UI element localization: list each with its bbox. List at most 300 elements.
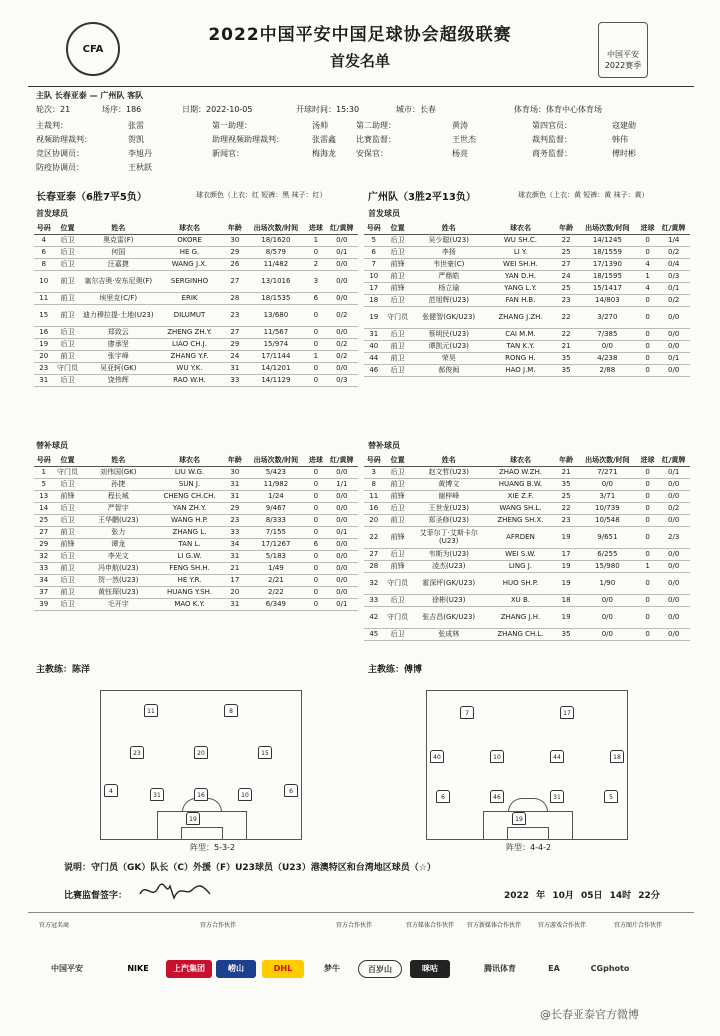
table-cell: 前卫 [384,352,412,364]
table-cell: DILUMUT [155,304,224,326]
column-header: 红/黄牌 [326,454,358,466]
stadium: 体育场：体育中心体育场 [514,105,602,114]
table-cell: 埃里克(C/F) [82,292,155,304]
table-cell: 王华鹏(U23) [82,514,155,526]
table-cell: 3/270 [577,306,638,328]
table-row [34,550,358,562]
player-shirt-icon: 6 [436,790,450,803]
table-cell: 前卫 [53,292,81,304]
table-row [34,490,358,502]
table-cell: 21 [555,466,577,478]
player-shirt-icon: 19 [512,812,526,825]
table-cell: 0/0 [657,328,690,340]
table-row [34,374,358,386]
table-cell: 0/0 [657,548,690,560]
table-cell: 8/333 [246,514,306,526]
player-shirt-icon: 19 [186,812,200,825]
table-cell: 1/24 [246,490,306,502]
sponsor-logo: CGphoto [590,964,630,973]
page-title: 2022中国平安中国足球协会超级联赛 [208,25,512,45]
home-subs-table [34,454,358,611]
away-coach: 主教练：傅博 [368,665,423,675]
table-cell: 0 [306,526,325,538]
cfa-logo-text: CFA [82,43,104,55]
table-cell: 前锋 [384,526,412,548]
table-cell: 前锋 [384,258,412,270]
table-cell: 李扬 [412,246,486,258]
table-cell: 35 [555,364,577,376]
table-cell: 13/680 [246,304,306,326]
table-cell: 31 [224,478,246,490]
player-shirt-icon: 18 [610,750,624,763]
table-cell: 前锋 [384,560,412,572]
table-cell: 13 [34,490,53,502]
away-subs-label: 替补球员 [368,441,400,450]
column-header: 年龄 [555,454,577,466]
table-cell: 42 [364,606,384,628]
table-cell: 后卫 [384,364,412,376]
column-header: 位置 [384,222,412,234]
table-cell: 5/423 [246,466,306,478]
table-cell: WANG SH.L. [486,502,556,514]
sponsor-logo: 梦牛 [324,964,340,973]
table-cell: 11/567 [246,326,306,338]
table-cell: 0/3 [326,374,358,386]
table-cell: WU SH.C. [486,234,556,246]
table-cell: 0/0 [657,628,690,640]
table-cell: 0 [306,478,325,490]
table-cell: 33 [364,594,384,606]
table-cell: 20 [364,514,384,526]
table-cell: XIE Z.F. [486,490,556,502]
table-cell: 张力 [82,526,155,538]
sponsor-logo: 崂山 [216,960,256,978]
table-cell: HUANG B.W. [486,478,556,490]
match-date: 日期：2022-10-05 [182,105,253,114]
table-row [364,490,690,502]
table-cell: 31 [224,490,246,502]
table-cell: 6 [306,538,325,550]
table-cell: 0/0 [657,340,690,352]
sponsor-logo: NIKE [127,964,149,973]
table-cell: 7/385 [577,328,638,340]
table-cell: 18/1559 [577,246,638,258]
table-cell: ZHANG J.H. [486,606,556,628]
table-cell: 前卫 [53,562,81,574]
player-shirt-icon: 31 [550,790,564,803]
table-cell: 19 [555,526,577,548]
table-cell: 严智宇 [82,502,155,514]
table-cell: 18/1595 [577,270,638,282]
info-row-5 [36,162,696,174]
table-cell: 后卫 [53,598,81,610]
table-cell: 27 [224,326,246,338]
table-cell: 0 [638,294,658,306]
table-cell: 20 [224,586,246,598]
table-cell: 11/482 [246,258,306,270]
column-header: 红/黄牌 [657,454,690,466]
table-cell: 0 [638,526,658,548]
table-row [364,514,690,526]
table-cell: 后卫 [53,574,81,586]
table-cell: 19 [555,606,577,628]
table-cell: 29 [224,502,246,514]
table-cell: 迪力穆拉提·土地(U23) [82,304,155,326]
player-shirt-icon: 6 [284,784,298,797]
sign-date: 2022 年 10月 05日 14时 22分 [504,891,660,901]
value-commissioner: 王世杰 [452,135,476,144]
table-cell: 0/0 [326,586,358,598]
table-row [364,364,690,376]
info-row-1 [36,104,696,116]
table-cell: 守门员 [53,466,81,478]
table-cell: 34 [34,574,53,586]
table-row [364,526,690,548]
table-cell: 0/1 [657,352,690,364]
table-cell: 前卫 [384,478,412,490]
table-cell: 孙捷 [82,478,155,490]
sponsor-caption: 官方合作伙伴 [335,922,372,929]
table-cell: HUO SH.P. [486,572,556,594]
table-cell: 8 [364,478,384,490]
table-cell: 0 [638,594,658,606]
table-cell: 19 [364,306,384,328]
table-cell: 1/90 [577,572,638,594]
table-cell: 0/1 [326,526,358,538]
column-header: 年龄 [224,222,246,234]
round: 轮次：21 [36,105,71,114]
sponsor-caption: 官方合作伙伴 [199,922,236,929]
sponsor-logo: DHL [262,960,304,978]
table-cell: 后卫 [384,594,412,606]
table-cell: 0 [306,574,325,586]
table-cell: 4 [638,258,658,270]
table-row [34,326,358,338]
table-cell: 17 [555,548,577,560]
column-header: 出场次数/时间 [577,222,638,234]
table-row [364,306,690,328]
table-row [364,340,690,352]
table-row [364,282,690,294]
column-header: 出场次数/时间 [577,454,638,466]
table-row [364,478,690,490]
player-shirt-icon: 8 [224,704,238,717]
table-row [364,628,690,640]
table-cell: HE Y.R. [155,574,224,586]
table-cell: 29 [224,246,246,258]
table-cell: 2/21 [246,574,306,586]
table-cell: 0/0 [326,270,358,292]
table-header-row [364,454,690,466]
table-cell: 0 [306,550,325,562]
table-row [34,466,358,478]
table-cell: 1/4 [657,234,690,246]
sponsor-logo: EA [548,964,560,973]
table-cell: 31 [224,598,246,610]
table-cell: 15/974 [246,338,306,350]
table-cell: 35 [555,628,577,640]
table-cell: 杨立瑜 [412,282,486,294]
table-cell: 18/1620 [246,234,306,246]
table-cell: YAN D.H. [486,270,556,282]
table-row [34,502,358,514]
table-cell: 程长城 [82,490,155,502]
table-header-row [34,222,358,234]
table-cell: 19 [555,572,577,594]
table-cell: 19 [34,338,53,350]
table-cell: 前锋 [53,538,81,550]
column-header: 位置 [53,454,81,466]
table-cell: 0/0 [326,292,358,304]
table-cell: 0/0 [657,606,690,628]
sponsor-caption: 官方冠名商 [38,922,69,929]
table-cell: 前锋 [384,490,412,502]
table-row [364,466,690,478]
table-cell: 守门员 [384,572,412,594]
table-row [34,270,358,292]
table-cell: 前卫 [53,350,81,362]
sponsor-caption: 官方新媒体合作伙伴 [466,922,521,929]
column-header: 姓名 [412,454,486,466]
table-cell: 0/0 [657,594,690,606]
value-security: 杨亮 [452,149,468,158]
table-cell: 饶伟辉 [82,374,155,386]
table-cell: 8 [34,258,53,270]
table-cell: 5 [364,234,384,246]
table-cell: 前卫 [384,514,412,526]
value-press: 梅海龙 [312,149,336,158]
column-header: 球衣名 [155,454,224,466]
table-cell: 0 [638,340,658,352]
table-cell: 0 [638,234,658,246]
label-coordinator: 竞区协调员： [36,149,84,158]
label-health: 防疫协调员： [36,163,84,172]
table-row [34,350,358,362]
table-cell: 0/0 [577,340,638,352]
value-commercial: 傅时彬 [612,149,636,158]
table-cell: LING J. [486,560,556,572]
table-cell: 28 [224,292,246,304]
info-row-4 [36,148,696,160]
table-cell: 0 [306,490,325,502]
table-cell: 3 [364,466,384,478]
table-cell: 0/0 [577,606,638,628]
table-cell: 11 [34,292,53,304]
table-cell: 后卫 [384,628,412,640]
table-cell: 谭凯元(U23) [412,340,486,352]
table-cell: 21 [555,340,577,352]
table-cell: 刘伟国(GK) [82,466,155,478]
table-cell: 0/0 [657,364,690,376]
table-cell: 守门员 [384,306,412,328]
label-commissioner: 比赛监督： [356,135,396,144]
table-row [34,586,358,598]
column-header: 球衣名 [486,454,556,466]
table-cell: 0/1 [657,282,690,294]
table-cell: 0/2 [326,350,358,362]
table-row [364,234,690,246]
home-starters-table [34,222,358,387]
player-shirt-icon: 10 [238,788,252,801]
table-cell: 24 [224,350,246,362]
table-cell: MAO K.Y. [155,598,224,610]
player-shirt-icon: 4 [104,784,118,797]
table-cell: ZHAO W.ZH. [486,466,556,478]
table-cell: 33 [224,374,246,386]
table-cell: 8/579 [246,246,306,258]
table-cell: 32 [364,572,384,594]
table-row [364,352,690,364]
table-cell: 10 [364,270,384,282]
table-row [364,502,690,514]
table-cell: 0 [638,514,658,526]
table-cell: WEI S.W. [486,548,556,560]
table-cell: 15 [34,304,53,326]
label-ar1: 第一助理： [212,121,252,130]
table-header-row [364,222,690,234]
table-cell: 0/0 [657,514,690,526]
home-formation-pitch [100,690,302,840]
table-cell: 33 [34,562,53,574]
table-row [34,338,358,350]
value-ref-assessor: 韩伟 [612,135,628,144]
table-cell: WANG J.X. [155,258,224,270]
table-cell: ZHANG Y.F. [155,350,224,362]
table-cell: 郑致云 [82,326,155,338]
table-cell: 18/1535 [246,292,306,304]
table-cell: 0/0 [657,572,690,594]
table-cell: 后卫 [384,234,412,246]
label-var: 视频助理裁判： [36,135,92,144]
sponsor-logo: 腾讯体育 [484,964,516,973]
table-cell: LIU W.G. [155,466,224,478]
table-row [34,598,358,610]
table-cell: FAN H.B. [486,294,556,306]
table-cell: 0 [306,466,325,478]
table-cell: 后卫 [384,246,412,258]
table-cell: 7 [364,258,384,270]
table-row [34,246,358,258]
table-cell: 毛开宇 [82,598,155,610]
league-logo [598,22,648,78]
table-cell: 冯申航(U23) [82,562,155,574]
table-cell: 35 [555,352,577,364]
table-cell: 0 [638,352,658,364]
table-row [34,478,358,490]
player-shirt-icon: 23 [130,746,144,759]
table-cell: 24 [555,270,577,282]
table-row [364,328,690,340]
table-cell: 黄钰琛(U23) [82,586,155,598]
sponsor-logo: 中国平安 [51,964,83,973]
column-header: 红/黄牌 [326,222,358,234]
table-cell: 32 [34,550,53,562]
table-cell: SERGINHO [155,270,224,292]
table-cell: TAN L. [155,538,224,550]
table-cell: 0/0 [326,514,358,526]
table-cell: 塞尔吉奥·安东尼奥(F) [82,270,155,292]
table-cell: 22 [555,306,577,328]
table-cell: 3 [306,270,325,292]
away-starters-label: 首发球员 [368,209,400,218]
table-cell: 郝俊闽 [412,364,486,376]
table-cell: 张吉昌(GK/U23) [412,606,486,628]
value-fourth: 寇建勋 [612,121,636,130]
label-press: 新闻官： [212,149,244,158]
table-row [364,258,690,270]
table-cell: 26 [224,258,246,270]
label-avar: 助理视频助理裁判： [212,135,284,144]
column-header: 号码 [364,222,384,234]
player-shirt-icon: 44 [550,750,564,763]
table-cell: 0 [638,246,658,258]
table-cell: 0 [638,548,658,560]
table-cell: 5/183 [246,550,306,562]
value-ar2: 黄涛 [452,121,468,130]
player-shirt-icon: 46 [490,790,504,803]
table-cell: XU B. [486,594,556,606]
player-shirt-icon: 11 [144,704,158,717]
table-cell: WANG H.P. [155,514,224,526]
table-cell: 后卫 [384,548,412,560]
table-cell: YAN ZH.Y. [155,502,224,514]
table-cell: 29 [224,338,246,350]
table-cell: 25 [555,490,577,502]
table-cell: 贺一然(U23) [82,574,155,586]
table-cell: LIAO CH.J. [155,338,224,350]
table-cell: 17 [224,574,246,586]
table-cell: 9/467 [246,502,306,514]
table-cell: 0 [306,374,325,386]
table-cell: 31 [34,374,53,386]
table-cell: 30 [224,466,246,478]
table-row [34,304,358,326]
table-cell: 蔡明民(U23) [412,328,486,340]
table-header-row [34,454,358,466]
table-cell: HUANG Y.SH. [155,586,224,598]
divider [28,912,694,913]
table-cell: 0/1 [657,466,690,478]
table-cell: 0 [638,606,658,628]
table-cell: 张宇峰 [82,350,155,362]
table-cell: 6 [34,246,53,258]
table-cell: 后卫 [384,502,412,514]
column-header: 姓名 [82,222,155,234]
table-cell: 0/0 [577,628,638,640]
column-header: 球衣名 [155,222,224,234]
signature-label: 比赛监督签字： [64,891,128,901]
table-row [34,526,358,538]
table-cell: 6/255 [577,548,638,560]
table-cell: 0 [638,364,658,376]
table-cell: 0 [638,490,658,502]
table-cell: 17/1144 [246,350,306,362]
table-cell: 13/1016 [246,270,306,292]
table-cell: 15/1417 [577,282,638,294]
table-cell: 1/1 [326,478,358,490]
table-cell: 后卫 [53,550,81,562]
table-cell: 谭龙 [82,538,155,550]
penalty-arc [508,798,548,812]
table-cell: OKORE [155,234,224,246]
table-cell: 凌杰(U23) [412,560,486,572]
table-cell: 16 [364,502,384,514]
table-cell: 0/0 [326,490,358,502]
label-fourth: 第四官员： [532,121,572,130]
away-starters-table [364,222,690,377]
home-formation-label: 阵型：5-3-2 [190,843,236,852]
label-commercial: 商务监督： [532,149,572,158]
